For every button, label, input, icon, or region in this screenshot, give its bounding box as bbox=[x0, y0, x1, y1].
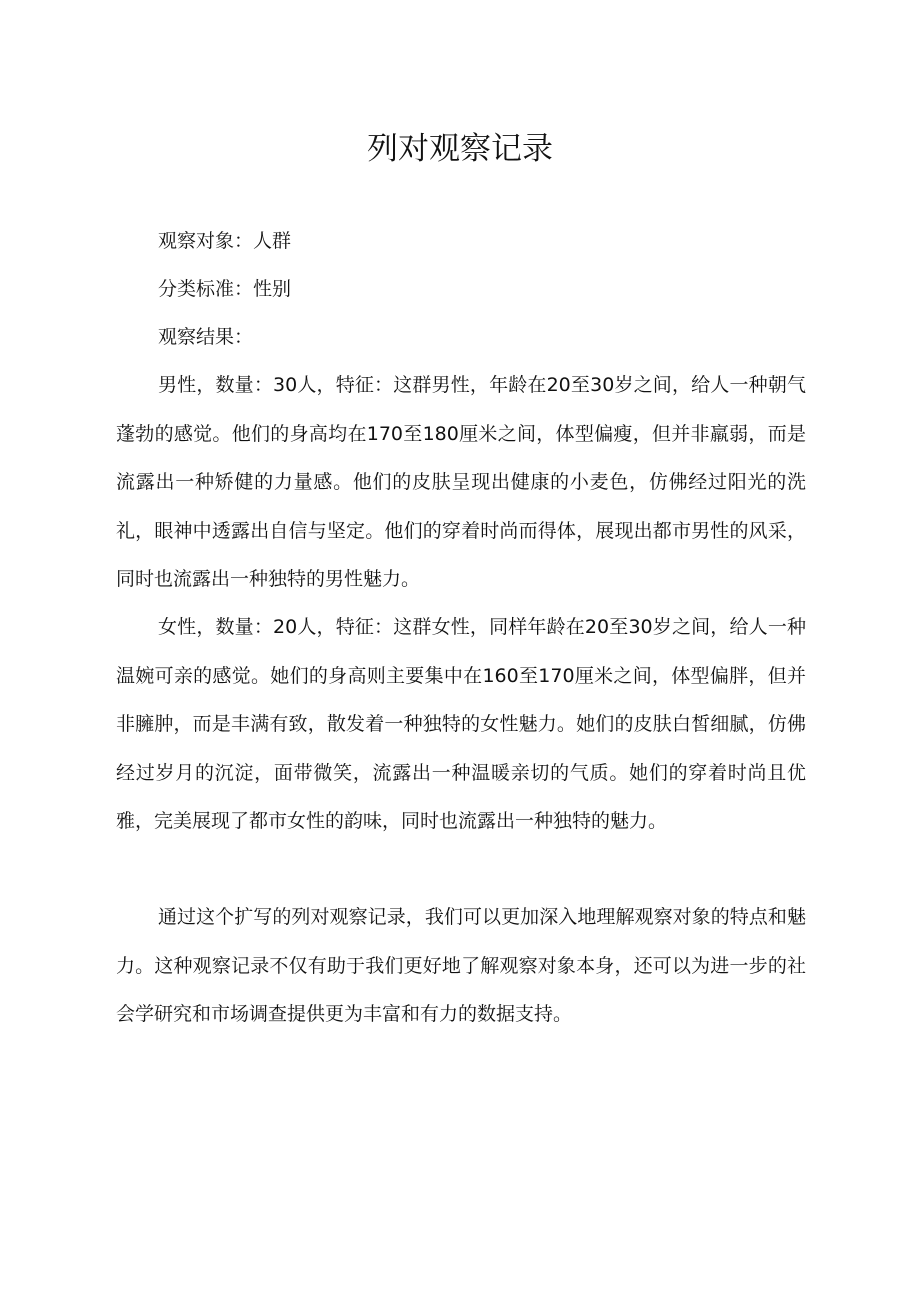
paragraph-female: 女性，数量：20人，特征：这群女性，同样年龄在20至30岁之间，给人一种温婉可亲的感觉。她们的身高则主要集中在160至170厘米之间，体型偏胖，但并非臃肿，而是丰满有致，散发着一种独特的女性魅力。她们的皮肤白皙细腻，仿佛经过岁月的沉淀，面带微笑，流露出一种温暖亲切的气质。她们的穿着时尚且优雅，完美展现了都市女性的韵味，同时也流露出一种独特的魅力。 bbox=[116, 616, 806, 832]
document-title: 列对观察记录 bbox=[367, 131, 553, 167]
classification-criterion: 分类标准：性别 bbox=[158, 278, 292, 300]
paragraph-conclusion: 通过这个扩写的列对观察记录，我们可以更加深入地理解观察对象的特点和魅力。这种观察记录不仅有助于我们更好地了解观察对象本身，还可以为进一步的社会学研究和市场调查提供更为丰富和有力的数据支持。 bbox=[116, 906, 806, 1025]
observation-results-label: 观察结果： bbox=[158, 326, 254, 348]
observation-subject: 观察对象：人群 bbox=[158, 230, 292, 252]
paragraph-male: 男性，数量：30人，特征：这群男性，年龄在20至30岁之间，给人一种朝气蓬勃的感觉。他们的身高均在170至180厘米之间，体型偏瘦，但并非羸弱，而是流露出一种矫健的力量感。他们的皮肤呈现出健康的小麦色，仿佛经过阳光的洗礼，眼神中透露出自信与坚定。他们的穿着时尚而得体，展现出都市男性的风采，同时也流露出一种独特的男性魅力。 bbox=[116, 374, 806, 590]
